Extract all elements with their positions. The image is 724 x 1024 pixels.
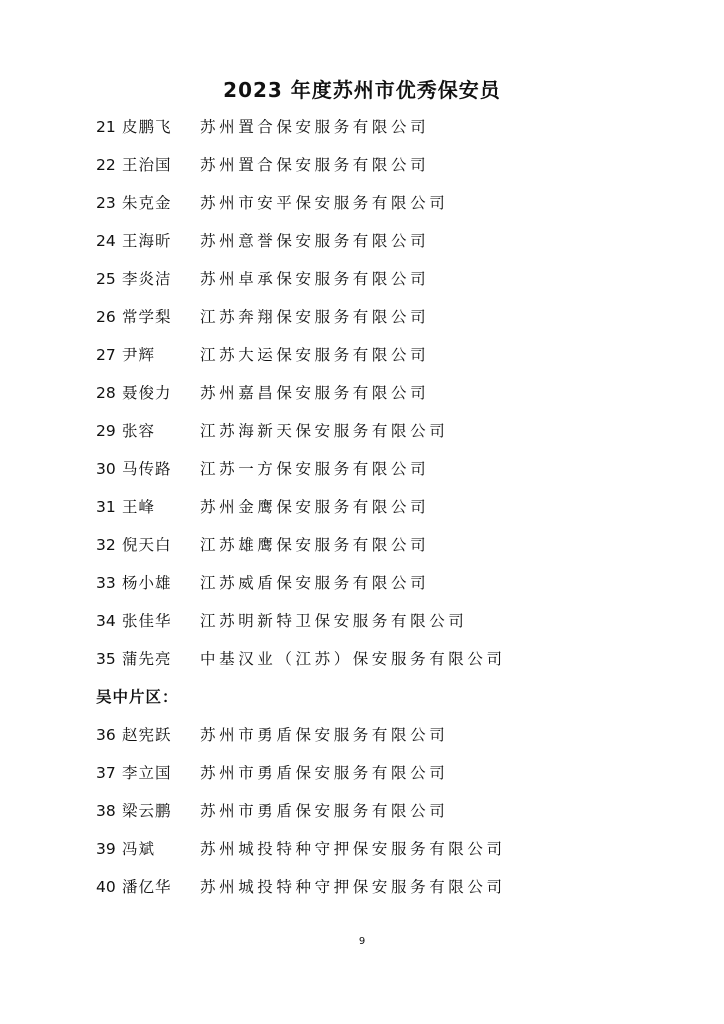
company-name: 苏州市安平保安服务有限公司: [200, 194, 449, 212]
company-name: 苏州城投特种守押保安服务有限公司: [200, 878, 506, 896]
item-number: 24: [96, 232, 116, 250]
item-number: 39: [96, 840, 116, 858]
guard-list: [96, 112, 506, 910]
item-number: 35: [96, 650, 116, 668]
item-number: 32: [96, 536, 116, 554]
item-number: 25: [96, 270, 116, 288]
company-name: 苏州嘉昌保安服务有限公司: [200, 384, 430, 402]
item-number: 29: [96, 422, 116, 440]
company-name: 苏州卓承保安服务有限公司: [200, 270, 430, 288]
list-item: [96, 758, 449, 796]
item-number: 28: [96, 384, 116, 402]
company-name: 苏州市勇盾保安服务有限公司: [200, 726, 449, 744]
company-name: 江苏奔翔保安服务有限公司: [200, 308, 430, 326]
page-title: 2023 年度苏州市优秀保安员: [223, 78, 501, 102]
company-name: 江苏一方保安服务有限公司: [200, 460, 430, 478]
guard-name: 赵宪跃: [122, 726, 172, 744]
company-name: 江苏雄鹰保安服务有限公司: [200, 536, 430, 554]
list-item: [96, 720, 449, 758]
guard-name: 李炎洁: [122, 270, 172, 288]
guard-name: 梁云鹏: [122, 802, 172, 820]
item-number: 34: [96, 612, 116, 630]
list-item: [96, 112, 430, 150]
item-number: 40: [96, 878, 116, 896]
guard-name: 聂俊力: [122, 384, 172, 402]
company-name: 苏州意誉保安服务有限公司: [200, 232, 430, 250]
guard-name: 王海昕: [122, 232, 172, 250]
item-number: 30: [96, 460, 116, 478]
list-item: [96, 872, 506, 910]
company-name: 苏州市勇盾保安服务有限公司: [200, 802, 449, 820]
company-name: 苏州置合保安服务有限公司: [200, 118, 430, 136]
guard-name: 倪天白: [122, 536, 172, 554]
guard-name: 冯斌: [122, 840, 156, 858]
guard-name: 杨小雄: [122, 574, 172, 592]
company-name: 苏州城投特种守押保安服务有限公司: [200, 840, 506, 858]
guard-name: 张容: [122, 422, 156, 440]
list-item: [96, 454, 430, 492]
company-name: 江苏大运保安服务有限公司: [200, 346, 430, 364]
list-item: [96, 188, 449, 226]
item-number: 33: [96, 574, 116, 592]
page-number: 9: [358, 936, 366, 947]
guard-name: 王治国: [122, 156, 172, 174]
list-item: [96, 606, 468, 644]
list-item: [96, 834, 506, 872]
list-item: [96, 378, 430, 416]
section-heading-wuzhong: 吴中片区：: [96, 688, 179, 706]
list-item: [96, 150, 430, 188]
list-item: [96, 530, 430, 568]
item-number: 21: [96, 118, 116, 136]
guard-name: 皮鹏飞: [122, 118, 172, 136]
item-number: 36: [96, 726, 116, 744]
guard-name: 李立国: [122, 764, 172, 782]
item-number: 23: [96, 194, 116, 212]
item-number: 26: [96, 308, 116, 326]
item-number: 27: [96, 346, 116, 364]
list-item: [96, 226, 430, 264]
list-item: [96, 796, 449, 834]
list-item: [96, 568, 430, 606]
guard-name: 常学梨: [122, 308, 172, 326]
guard-name: 马传路: [122, 460, 172, 478]
list-item: [96, 340, 430, 378]
company-name: 江苏威盾保安服务有限公司: [200, 574, 430, 592]
list-item: [96, 492, 430, 530]
item-number: 22: [96, 156, 116, 174]
guard-name: 王峰: [122, 498, 156, 516]
guard-name: 朱克金: [122, 194, 172, 212]
company-name: 江苏海新天保安服务有限公司: [200, 422, 449, 440]
list-item: [96, 416, 449, 454]
guard-name: 尹辉: [122, 346, 156, 364]
guard-name: 蒲先亮: [122, 650, 172, 668]
list-item: [96, 302, 430, 340]
item-number: 37: [96, 764, 116, 782]
list-item: [96, 644, 506, 682]
item-number: 38: [96, 802, 116, 820]
company-name: 苏州市勇盾保安服务有限公司: [200, 764, 449, 782]
list-item: [96, 264, 430, 302]
item-number: 31: [96, 498, 116, 516]
guard-name: 张佳华: [122, 612, 172, 630]
company-name: 苏州金鹰保安服务有限公司: [200, 498, 430, 516]
company-name: 江苏明新特卫保安服务有限公司: [200, 612, 468, 630]
company-name: 苏州置合保安服务有限公司: [200, 156, 430, 174]
company-name: 中基汉业（江苏）保安服务有限公司: [200, 650, 506, 668]
guard-name: 潘亿华: [122, 878, 172, 896]
